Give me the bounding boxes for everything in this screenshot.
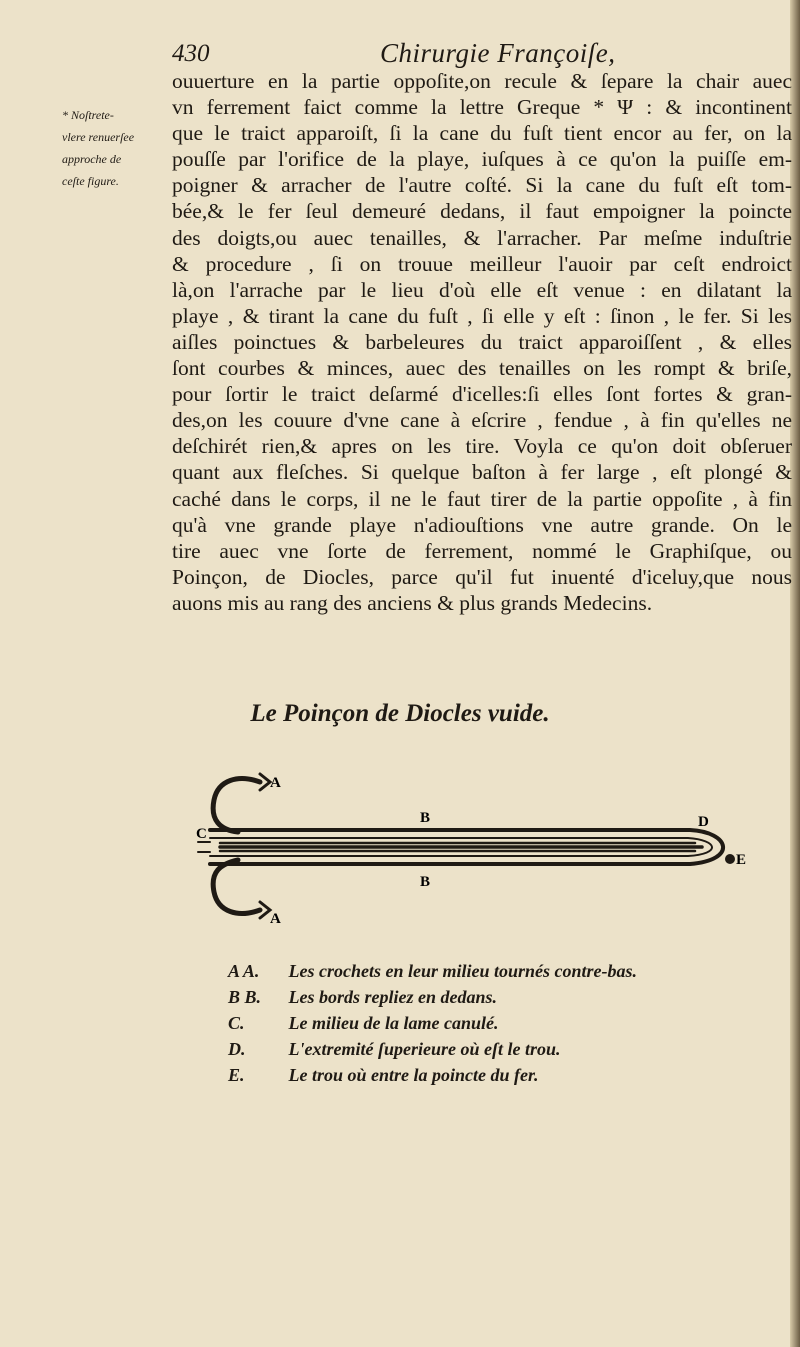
- diocles-probe-illustration: [190, 760, 750, 940]
- legend-key: A A.: [228, 961, 260, 981]
- text-line: quant aux fleſches. Si quelque baſton à fer large , eſt plongé &: [172, 460, 792, 485]
- text-line: vn ferrement faict comme la lettre Greque * Ψ : & incontinent: [172, 95, 792, 120]
- margin-note-line: * Noſtrete-: [62, 108, 114, 122]
- text-line: poigner & arracher de l'autre coſté. Si la cane du fuſt eſt tom-: [172, 173, 792, 198]
- body-text: [172, 68, 792, 616]
- text-line: & procedure , ſi on trouue meilleur l'auoir par ceſt endroict: [172, 251, 792, 276]
- legend-text: Le trou où entre la poincte du fer.: [288, 1065, 539, 1085]
- text-line: aiſles poinctues & barbeleures du traict apparoiſſent , & elles: [172, 329, 792, 354]
- legend-row: [228, 1062, 637, 1088]
- text-line: que le traict apparoiſt, ſi la cane du fuſt tient encor au fer, on la: [172, 121, 792, 146]
- legend-key: D.: [228, 1039, 246, 1059]
- legend-text: Le milieu de la lame canulé.: [288, 1013, 499, 1033]
- tip-hole-mark: [725, 854, 735, 864]
- text-line: Poinçon, de Diocles, parce qu'il fut inuenté d'iceluy,que nous: [172, 564, 792, 589]
- legend-key: C.: [228, 1013, 245, 1033]
- legend-key: E.: [228, 1065, 245, 1085]
- label-d: D: [698, 814, 709, 830]
- text-line: des doigts,ou auec tenailles, & l'arracher. Par meſme induſtrie: [172, 225, 792, 250]
- legend-text: Les bords repliez en dedans.: [288, 987, 497, 1007]
- text-line: ſont courbes & minces, auec des tenailles on les rompt & briſe,: [172, 356, 792, 381]
- legend-key: B B.: [228, 987, 262, 1007]
- legend-row: [228, 984, 637, 1010]
- label-a-bottom: A: [270, 911, 281, 927]
- label-c: C: [196, 826, 207, 842]
- text-line: caché dans le corps, il ne le faut tirer de la partie oppoſite , à fin: [172, 486, 792, 511]
- text-line: pour ſortir le traict deſarmé d'icelles:ſi elles ſont fortes & gran-: [172, 382, 792, 407]
- text-line: auons mis au rang des anciens & plus grands Medecins.: [172, 590, 653, 615]
- legend-text: L'extremité ſuperieure où eſt le trou.: [288, 1039, 561, 1059]
- label-a-top: A: [270, 775, 281, 791]
- legend-row: [228, 1010, 637, 1036]
- legend-row: [228, 958, 637, 984]
- margin-note: [62, 104, 174, 192]
- legend-row: [228, 1036, 637, 1062]
- text-line: là,on l'arrache par le lieu d'où elle eſt venue : en dilatant la: [172, 277, 792, 302]
- text-line: deſchirét rien,& apres on les tire. Voyla ce qu'on doit obſeruer: [172, 434, 792, 459]
- page-number: 430: [172, 40, 210, 67]
- legend-text: Les crochets en leur milieu tournés contre-bas.: [288, 961, 638, 981]
- margin-note-line: approche de: [62, 152, 122, 166]
- text-line: pouſſe par l'orifice de la playe, iuſques à ce qu'on la puiſſe em-: [172, 147, 792, 172]
- text-line: tire auec vne ſorte de ferrement, nommé le Graphiſque, ou: [172, 538, 792, 563]
- text-line: ouuerture en la partie oppoſite,on recule & ſepare la chair auec: [172, 69, 792, 93]
- label-b-top: B: [420, 810, 431, 826]
- label-e: E: [736, 852, 747, 868]
- text-line: playe , & tirant la cane du fuſt , ſi elle y eſt : ſinon , le fer. Si les: [172, 303, 792, 328]
- figure-title: Le Poinçon de Diocles vuide.: [250, 700, 550, 727]
- label-b-bottom: B: [420, 874, 431, 890]
- margin-note-line: ceſte figure.: [62, 174, 119, 188]
- figure-legend: [228, 958, 637, 1088]
- text-line: bée,& le fer ſeul demeuré dedans, il faut empoigner la poincte: [172, 199, 792, 224]
- margin-note-line: vlere renuerſee: [62, 130, 135, 144]
- text-line: des,on les couure d'vne cane à eſcrire , fendue , à fin qu'elles ne: [172, 408, 792, 433]
- running-title: Chirurgie Françoiſe,: [380, 38, 616, 68]
- text-line: qu'à vne grande playe n'adiouſtions vne autre grande. On le: [172, 512, 792, 537]
